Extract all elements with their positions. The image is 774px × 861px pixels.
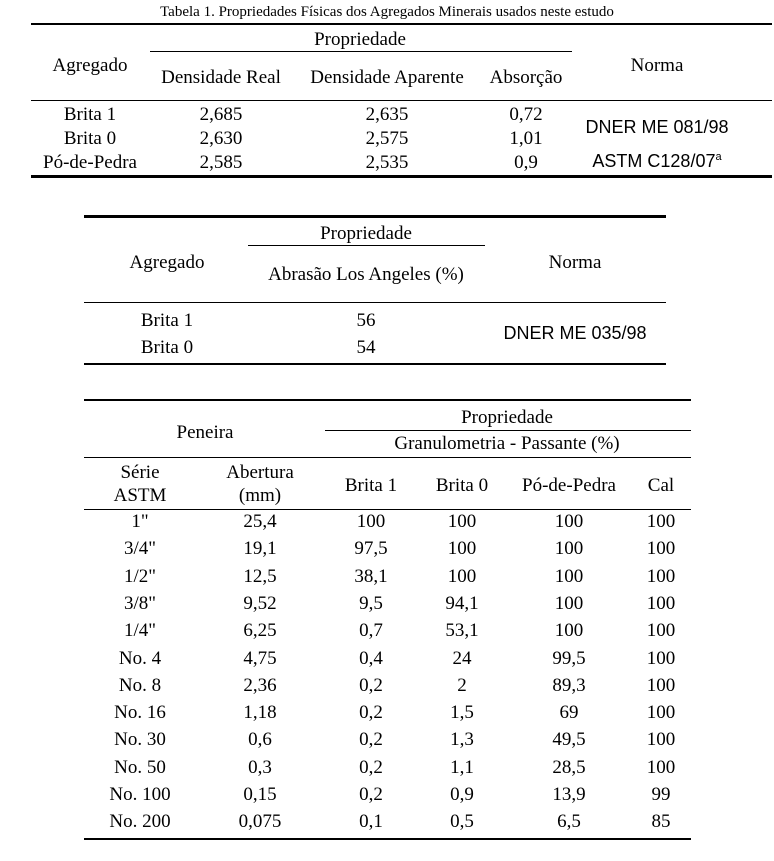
table-cell: 100 [646,647,676,669]
table-cell: 3/8" [123,592,157,614]
table-cell: 2,585 [199,152,243,173]
table-cell: No. 100 [109,784,171,805]
table-cell: 1/2" [123,565,157,587]
header-propriedade: Propriedade [461,407,553,428]
table-cell: 2,575 [365,128,409,149]
table-cell: 2,535 [365,152,409,173]
col-abertura-unit: (mm) [238,485,282,506]
table-cell: 100 [554,538,584,560]
col-abertura: Abertura [226,462,294,483]
header-agregado: Agregado [129,252,205,273]
table-cell: 0,3 [248,756,272,778]
col-po-de-pedra: Pó-de-Pedra [522,475,616,496]
table-cell: 85 [651,811,671,833]
table-cell: 1,5 [450,702,474,724]
table-bottom-rule [31,175,772,178]
table-cell: 0,1 [359,811,383,833]
table-cell: 0,5 [450,811,474,833]
table-cell: 1" [131,511,149,532]
table-cell: 13,9 [552,784,586,805]
table-cell: 94,1 [445,592,479,614]
table-cell: 12,5 [243,565,277,587]
table-cell: 0,2 [359,702,383,724]
table-cell: 100 [646,511,676,532]
table-cell: No. 8 [118,674,162,696]
table-cell: 97,5 [354,538,388,560]
table-cell: 2,685 [199,104,243,125]
table-cell: Brita 1 [63,104,117,125]
table-cell: Brita 0 [63,128,117,149]
table-cell: Pó-de-Pedra [43,152,137,173]
table-cell: 99 [651,784,671,805]
col-densidade-aparente: Densidade Aparente [310,67,464,88]
propriedade-rule [325,430,691,431]
table-cell: 0,9 [514,152,538,173]
table-cell: 2,635 [365,104,409,125]
table-cell: 53,1 [445,620,479,642]
norma-astm-c128: ASTM C128/07$^a$ [592,151,722,171]
table-cell: 19,1 [243,538,277,560]
table-cell: 3/4" [123,538,157,560]
header-norma: Norma [548,252,602,273]
table-cell: 25,4 [243,511,277,532]
table-cell: 28,5 [552,756,586,778]
table-cell: 0,15 [243,784,277,805]
table-cell: Brita 1 [140,310,194,331]
col-absorcao: Absorção [489,67,563,88]
header-granulometria: Granulometria - Passante (%) [394,433,620,454]
table-cell: 2,36 [243,674,277,696]
table-bottom-rule [84,363,666,365]
col-brita0: Brita 0 [435,475,489,496]
table-cell: 56 [356,310,376,331]
table-cell: 99,5 [552,647,586,669]
subheader-rule [84,457,691,458]
table-cell: 100 [554,592,584,614]
header-rule [31,100,772,101]
table-cell: 0,2 [359,756,383,778]
table-cell: 100 [554,511,584,532]
table-cell: No. 200 [109,811,171,833]
table-cell: 0,9 [450,784,474,805]
table-cell: No. 16 [114,702,166,724]
table-top-rule [31,23,772,25]
table-cell: 100 [646,729,676,751]
table-cell: 100 [447,538,477,560]
col-cal: Cal [647,475,675,496]
table-cell: 6,25 [243,620,277,642]
table-cell: 0,6 [248,729,272,751]
table-cell: 0,2 [359,784,383,805]
table-cell: Brita 0 [140,337,194,358]
table-cell: 4,75 [243,647,277,669]
table-cell: 9,5 [359,592,383,614]
norma-dner-081: DNER ME 081/98 [585,117,729,137]
table-cell: 9,52 [243,592,277,614]
col-abrasao: Abrasão Los Angeles (%) [268,264,464,285]
table-cell: 0,4 [359,647,383,669]
table-cell: 69 [559,702,579,724]
table-cell: 6,5 [557,811,581,833]
propriedade-rule [150,51,572,52]
col-serie-unit: ASTM [113,485,167,506]
table-cell: 100 [646,620,676,642]
table-cell: 0,2 [359,674,383,696]
table-cell: 0,7 [359,620,383,642]
table-cell: 24 [452,647,472,669]
table-cell: 100 [646,756,676,778]
table-cell: 0,2 [359,729,383,751]
col-densidade-real: Densidade Real [161,67,281,88]
table-cell: 2 [457,674,467,696]
table-top-rule [84,215,666,218]
table-cell: 100 [356,511,386,532]
table-cell: 1/4" [123,620,157,642]
table-cell: 38,1 [354,565,388,587]
table-cell: 100 [447,565,477,587]
table-cell: 100 [554,565,584,587]
table-top-rule [84,399,691,401]
table-cell: 100 [646,592,676,614]
footnote-marker: a [715,151,722,163]
table-cell: 100 [646,702,676,724]
table-cell: 89,3 [552,674,586,696]
table-cell: No. 4 [118,647,162,669]
table-cell: 100 [646,565,676,587]
table-cell: 1,18 [243,702,277,724]
header-peneira: Peneira [176,422,234,443]
table-cell: 1,01 [509,128,543,149]
table-cell: 100 [646,538,676,560]
table-cell: 54 [356,337,376,358]
norma-dner-035: DNER ME 035/98 [503,323,647,343]
col-serie: Série [120,462,160,483]
header-propriedade: Propriedade [314,29,406,50]
table-cell: 100 [554,620,584,642]
table-cell: 49,5 [552,729,586,751]
header-agregado: Agregado [52,55,128,76]
col-brita1: Brita 1 [344,475,398,496]
propriedade-rule [248,245,485,246]
table-cell: 100 [447,511,477,532]
table-cell: 0,075 [238,811,282,833]
table-cell: 1,1 [450,756,474,778]
table-cell: No. 30 [114,729,166,751]
table-bottom-rule [84,838,691,840]
table-cell: 1,3 [450,729,474,751]
table-cell: 2,630 [199,128,243,149]
header-rule [84,302,666,303]
table-cell: 100 [646,674,676,696]
header-rule [84,509,691,510]
table-cell: 0,72 [509,104,543,125]
table-cell: No. 50 [114,756,166,778]
table-caption: Tabela 1. Propriedades Físicas dos Agregados Minerais usados neste estudo [160,4,614,20]
header-norma: Norma [630,55,684,76]
header-propriedade: Propriedade [320,223,412,244]
